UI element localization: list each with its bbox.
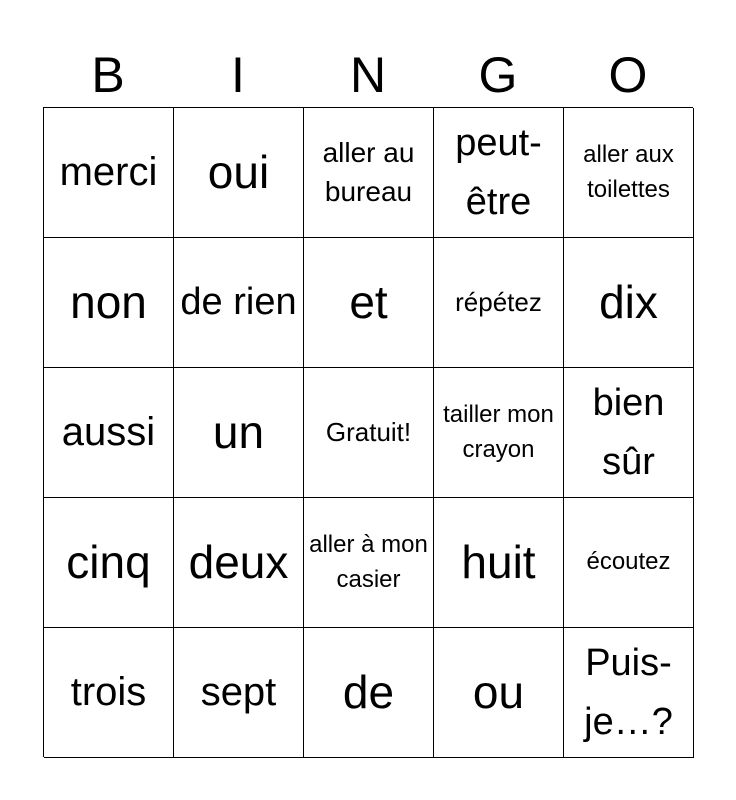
bingo-cell-r1-c1[interactable]: [44, 108, 174, 238]
cell-text: non: [70, 275, 147, 328]
bingo-cell-r4-c2[interactable]: [174, 498, 304, 628]
cell-text: tailler mon crayon: [443, 401, 554, 463]
cell-text: sept: [200, 670, 277, 715]
bingo-cell-r1-c3[interactable]: [304, 108, 434, 238]
cell-text: de: [342, 665, 395, 718]
header-letter-o: O: [608, 47, 648, 103]
cell-text: de rien: [180, 281, 297, 324]
bingo-cell-r3-c1[interactable]: [44, 368, 174, 498]
header-letter-i: I: [231, 47, 245, 103]
bingo-cell-r2-c3[interactable]: [304, 238, 434, 368]
cell-text: cinq: [66, 535, 151, 588]
cell-text: oui: [207, 145, 270, 198]
cell-text: bien sûr: [592, 381, 665, 483]
bingo-cell-r5-c3[interactable]: [304, 628, 434, 758]
bingo-cell-r1-c2[interactable]: [174, 108, 304, 238]
cell-text: aller aux toilettes: [583, 141, 674, 203]
bingo-cell-r2-c4[interactable]: [434, 238, 564, 368]
cell-text: deux: [188, 535, 289, 588]
cell-text: huit: [461, 535, 536, 588]
bingo-cell-r2-c2[interactable]: [174, 238, 304, 368]
header-letter-b: B: [91, 47, 125, 103]
cell-text: Puis-je…?: [584, 641, 673, 743]
cell-text: et: [349, 275, 388, 328]
cell-text: ou: [472, 665, 525, 718]
bingo-cell-r1-c5[interactable]: [564, 108, 694, 238]
bingo-cell-r4-c3[interactable]: [304, 498, 434, 628]
bingo-cell-r3-c2[interactable]: [174, 368, 304, 498]
bingo-cell-r2-c1[interactable]: [44, 238, 174, 368]
bingo-cell-r5-c5[interactable]: [564, 628, 694, 758]
bingo-cell-r5-c2[interactable]: [174, 628, 304, 758]
bingo-header: [43, 44, 693, 106]
bingo-cell-r4-c4[interactable]: [434, 498, 564, 628]
cell-text: répétez: [455, 286, 542, 317]
cell-text: merci: [59, 150, 158, 195]
bingo-cell-r3-c3[interactable]: [304, 368, 434, 498]
cell-text: dix: [599, 275, 658, 328]
cell-text: aller à mon casier: [309, 531, 428, 593]
bingo-cell-r5-c4[interactable]: [434, 628, 564, 758]
cell-text: aussi: [61, 410, 156, 455]
cell-text: Gratuit!: [325, 416, 412, 447]
header-letter-n: N: [349, 47, 387, 103]
cell-text: trois: [70, 670, 147, 715]
bingo-cell-r3-c5[interactable]: [564, 368, 694, 498]
cell-text: aller au bureau: [322, 137, 415, 207]
cell-text: un: [212, 405, 265, 458]
bingo-cell-r2-c5[interactable]: [564, 238, 694, 368]
cell-text: peut-être: [455, 121, 542, 223]
cell-text: écoutez: [586, 548, 671, 576]
bingo-cell-r4-c5[interactable]: [564, 498, 694, 628]
bingo-grid: [43, 107, 693, 757]
bingo-cell-r3-c4[interactable]: [434, 368, 564, 498]
bingo-cell-r1-c4[interactable]: [434, 108, 564, 238]
bingo-cell-r5-c1[interactable]: [44, 628, 174, 758]
bingo-cell-r4-c1[interactable]: [44, 498, 174, 628]
header-letter-g: G: [478, 47, 518, 103]
